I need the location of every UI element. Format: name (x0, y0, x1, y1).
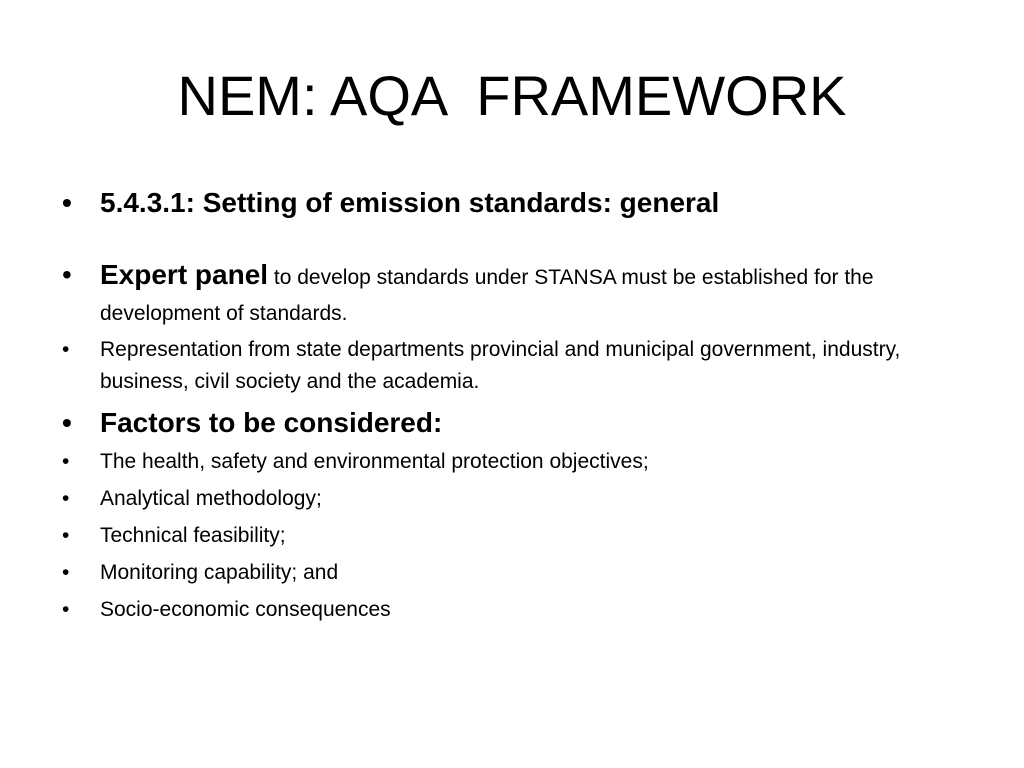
bullet-item (58, 594, 938, 626)
bullet-icon: • (62, 450, 70, 473)
bullet-text: Analytical methodology; (100, 487, 322, 510)
bullet-text: Monitoring capability; and (100, 561, 339, 584)
bullet-icon: • (62, 407, 72, 438)
bullet-text: 5.4.3.1: Setting of emission standards: general (100, 187, 720, 218)
bullet-list (58, 186, 938, 626)
bullet-text: The health, safety and environmental protection objectives; (100, 450, 649, 473)
bullet-icon: • (62, 259, 72, 290)
bullet-icon: • (62, 338, 70, 361)
bullet-icon: • (62, 187, 72, 218)
bullet-item (58, 186, 938, 220)
bullet-item (58, 258, 938, 330)
bullet-lead-text: Expert panel (100, 259, 269, 290)
bullet-text: Technical feasibility; (100, 524, 286, 547)
bullet-text: Representation from state departments provincial and municipal government, industry, business, civil society and the academia. (100, 338, 901, 393)
bullet-text: to develop standards under STANSA must be established for the development of standards. (100, 266, 874, 325)
bullet-text: Socio-economic consequences (100, 598, 391, 621)
bullet-item (58, 557, 938, 589)
bullet-item (58, 520, 938, 552)
bullet-icon: • (62, 598, 70, 621)
bullet-icon: • (62, 524, 70, 547)
slide-title: NEM: AQA FRAMEWORK (177, 64, 847, 127)
bullet-item (58, 446, 938, 478)
bullet-icon: • (62, 561, 70, 584)
bullet-item (58, 334, 938, 398)
bullet-item (58, 483, 938, 515)
bullet-icon: • (62, 487, 70, 510)
bullet-text: Factors to be considered: (100, 407, 443, 438)
bullet-item (58, 406, 938, 440)
